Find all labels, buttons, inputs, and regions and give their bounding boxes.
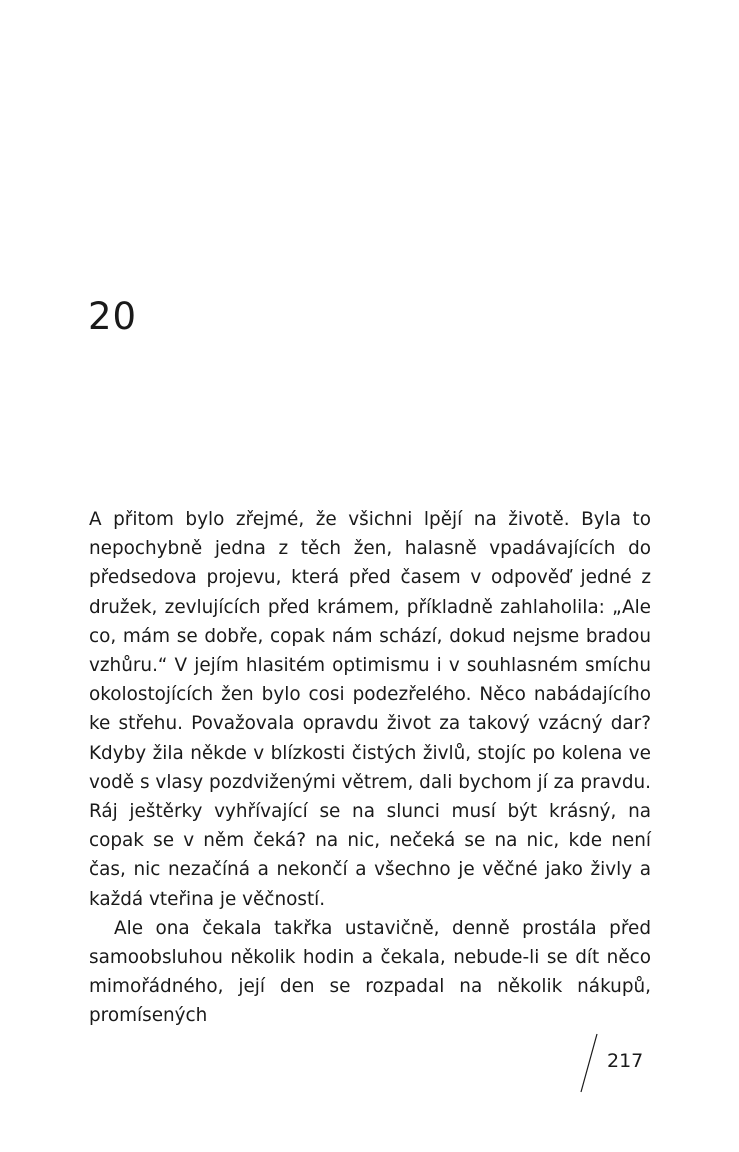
page-number: 217 <box>607 1050 644 1072</box>
chapter-number: 20 <box>88 295 138 338</box>
folio-slash-divider <box>579 1033 599 1093</box>
body-text <box>89 505 651 1031</box>
paragraph: A přitom bylo zřejmé, že všichni lpějí na životě. Byla to nepochybně jedna z těch žen, halasně vpadávajících do předsedova projevu, která před časem v odpověď jedné z družek, zevlujících před krámem, příkladně zahlaholila: „Ale co, mám se dobře, copak nám schází, dokud nejsme bradou vzhůru.“ V jejím hlasitém optimismu i v souhlasném smíchu okolostojících žen bylo cosi podezřelého. Něco nabádajícího ke střehu. Považovala opravdu život za takový vzácný dar? Kdyby žila někde v blízkosti čistých živlů, stojíc po kolena ve vodě s vlasy pozdviženými větrem, dali bychom jí za pravdu. Ráj ještěrky vyhřívající se na slunci musí být krásný, na copak se v něm čeká? na nic, nečeká se na nic, kde není čas, nic nezačíná a nekončí a všechno je věčné jako živly a každá vteřina je věčností. <box>89 509 651 910</box>
paragraph: Ale ona čekala takřka ustavičně, denně prostála před samoobsluhou několik hodin a čekala, nebude-li se dít něco mimořádného, její den se rozpadal na několik nákupů, promísených <box>89 917 651 1027</box>
